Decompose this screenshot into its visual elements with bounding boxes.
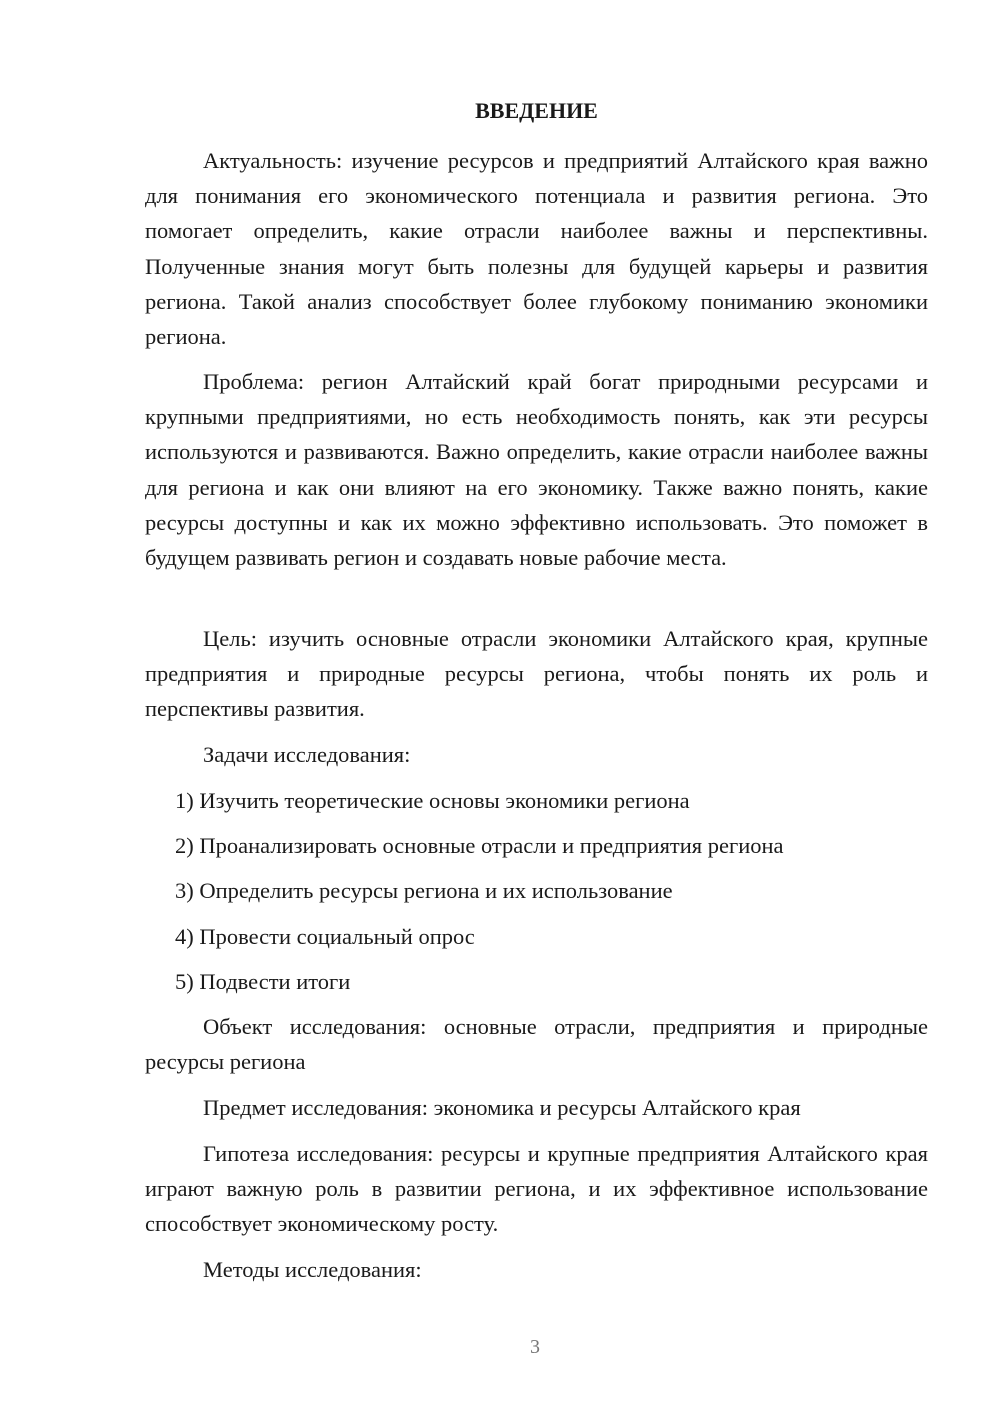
page-number: 3 xyxy=(530,1336,540,1358)
subject-paragraph: Предмет исследования: экономика и ресурсы Алтайского края xyxy=(203,1095,801,1120)
task-item-5: 5) Подвести итоги xyxy=(175,969,351,994)
relevance-paragraph: Актуальность: изучение ресурсов и предприятий Алтайского края важно для понимания его экономического потенциала и развития региона. Это помогает определить, какие отрасли наиболее важны и перспективны. Полученные знания могут быть полезны для будущей карьеры и развития региона. Такой анализ способствует более глубокому пониманию экономики региона. xyxy=(145,148,928,350)
hypothesis-paragraph: Гипотеза исследования: ресурсы и крупные предприятия Алтайского края играют важную роль в развитии региона, и их эффективное использование способствует экономическому росту. xyxy=(145,1141,928,1237)
task-item-3: 3) Определить ресурсы региона и их использование xyxy=(175,878,673,903)
methods-heading: Методы исследования: xyxy=(203,1257,422,1282)
task-item-1: 1) Изучить теоретические основы экономики региона xyxy=(175,788,690,813)
task-item-4: 4) Провести социальный опрос xyxy=(175,924,475,949)
problem-paragraph: Проблема: регион Алтайский край богат природными ресурсами и крупными предприятиями, но есть необходимость понять, как эти ресурсы используются и развиваются. Важно определить, какие отрасли наиболее важны для региона и как они влияют на его экономику. Также важно понять, какие ресурсы доступны и как их можно эффективно использовать. Это поможет в будущем развивать регион и создавать новые рабочие места. xyxy=(145,369,928,571)
section-title: ВВЕДЕНИЕ xyxy=(475,98,598,123)
object-paragraph: Объект исследования: основные отрасли, предприятия и природные ресурсы региона xyxy=(145,1014,928,1075)
task-item-2: 2) Проанализировать основные отрасли и предприятия региона xyxy=(175,833,784,858)
goal-paragraph: Цель: изучить основные отрасли экономики Алтайского края, крупные предприятия и природные ресурсы региона, чтобы понять их роль и перспективы развития. xyxy=(145,626,928,722)
tasks-heading: Задачи исследования: xyxy=(203,742,411,767)
